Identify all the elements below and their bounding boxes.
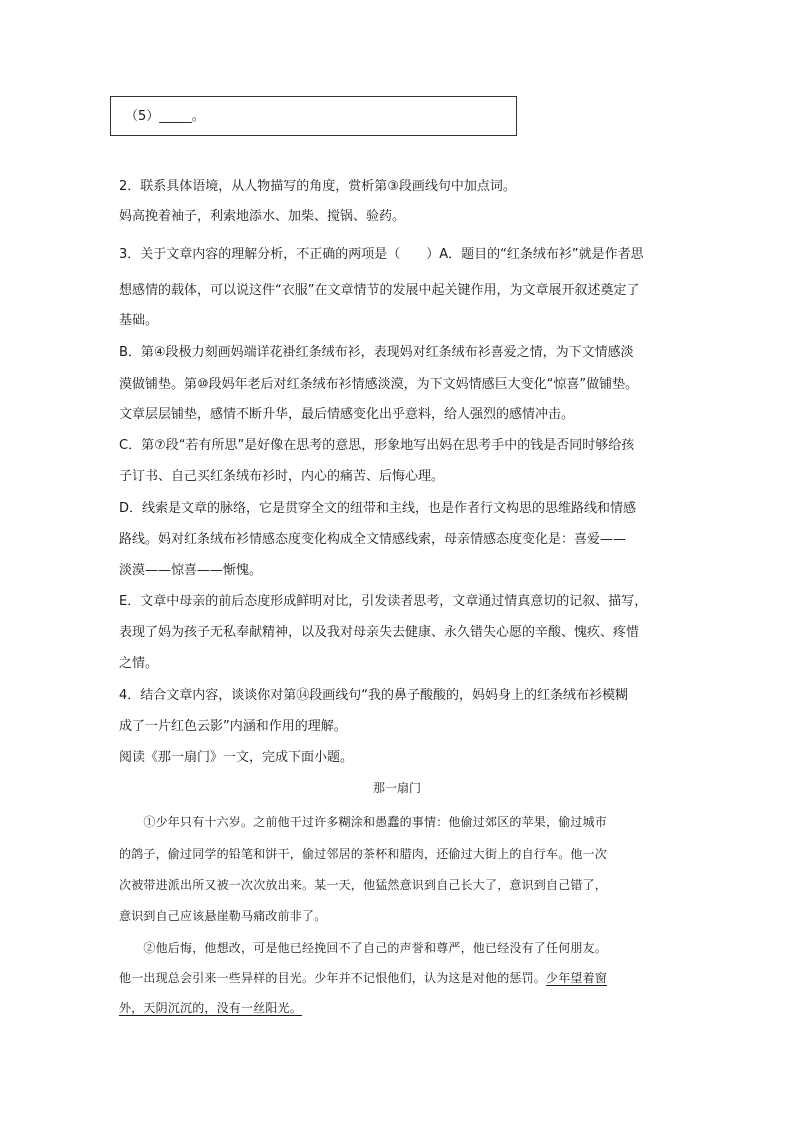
article-paragraph-1: 的鸽子，偷过同学的铅笔和饼干，偷过邻居的茶杯和腊肉，还偷过大街上的自行车。他一次	[119, 847, 608, 861]
article-paragraph-1: 意识到自己应该悬崖勒马痛改前非了。	[119, 909, 327, 923]
article-paragraph-1: ①少年只有十六岁。之前他干过许多糊涂和愚蠢的事情：他偷过郊区的苹果，偷过城市	[119, 815, 608, 829]
question-2-prompt: 2．联系具体语境，从人物描写的角度，赏析第③段画线句中加点词。	[119, 179, 516, 194]
question-3-option-c: 子订书、自己买红条绒布衫时，内心的痛苦、后悔心理。	[119, 469, 445, 484]
answer-blank-5: （5）_____。	[125, 109, 205, 124]
question-3-option-e: 表现了妈为孩子无私奉献精神，以及我对母亲失去健康、永久错失心愿的辛酸、愧疚、疼惜	[119, 625, 640, 640]
question-3-option-b: 漠做铺垫。第⑩段妈年老后对红条绒布衫情感淡漠，为下文妈情感巨大变化“惊喜”做铺垫。	[119, 377, 639, 392]
question-3-option-d: 淡漠——惊喜——惭愧。	[119, 563, 263, 578]
question-3-line: 想感情的载体，可以说这件“衣服”在文章情节的发展中起关键作用，为文章展开叙述奠定了	[119, 283, 640, 298]
question-4-prompt: 成了一片红色云影”内涵和作用的理解。	[119, 719, 347, 734]
article-paragraph-2	[119, 970, 607, 986]
answer-box	[110, 96, 517, 136]
underlined-sentence: 外，天阴沉沉的，没有一丝阳光。	[119, 1001, 303, 1015]
question-4-prompt: 4．结合文章内容，谈谈你对第⑭段画线句“我的鼻子酸酸的，妈妈身上的红条绒布衫模糊	[119, 688, 629, 703]
question-3-option-b: B．第④段极力刻画妈端详花褂红条绒布衫，表现妈对红条绒布衫喜爱之情，为下文情感淡	[119, 345, 634, 360]
question-3-option-d: D．线索是文章的脉络，它是贯穿全文的纽带和主线，也是作者行文构思的思维路线和情感	[119, 501, 637, 516]
article-paragraph-1: 次被带进派出所又被一次次放出来。某一天，他猛然意识到自己长大了，意识到自己错了，	[119, 878, 608, 892]
underlined-sentence: 少年望着窗	[546, 971, 608, 985]
article-paragraph-2	[119, 1000, 302, 1016]
question-3-option-b: 文章层层铺垫，感情不断升华，最后情感变化出乎意料，给人强烈的感情冲击。	[119, 407, 575, 422]
article-paragraph-2: ②他后悔，他想改，可是他已经挽回不了自己的声誉和尊严，他已经没有了任何朋友。	[119, 941, 608, 955]
question-3-option-e: E．文章中母亲的前后态度形成鲜明对比，引发读者思考，文章通过情真意切的记叙、描写，	[119, 594, 648, 609]
reading-intro: 阅读《那一扇门》一文，完成下面小题。	[119, 750, 354, 765]
question-3-option-d: 路线。妈对红条绒布衫情感态度变化构成全文情感线索，母亲情感态度变化是：喜爱——	[119, 532, 627, 547]
article-text: 他一出现总会引来一些异样的目光。少年并不记恨他们，认为这是对他的惩罚。	[119, 971, 547, 985]
article-title: 那一扇门	[372, 781, 421, 795]
question-2-quote: 妈高挽着袖子，利索地添水、加柴、搅锅、验药。	[119, 209, 406, 224]
question-3-line: 基础。	[119, 313, 159, 328]
question-3-line: 3．关于文章内容的理解分析，不正确的两项是（ ）A．题目的“红条绒布衫”就是作者思	[119, 247, 644, 262]
question-3-option-e: 之情。	[119, 656, 159, 671]
question-3-option-c: C．第⑦段“若有所思”是好像在思考的意思，形象地写出妈在思考手中的钱是否同时够给孩	[119, 438, 635, 453]
